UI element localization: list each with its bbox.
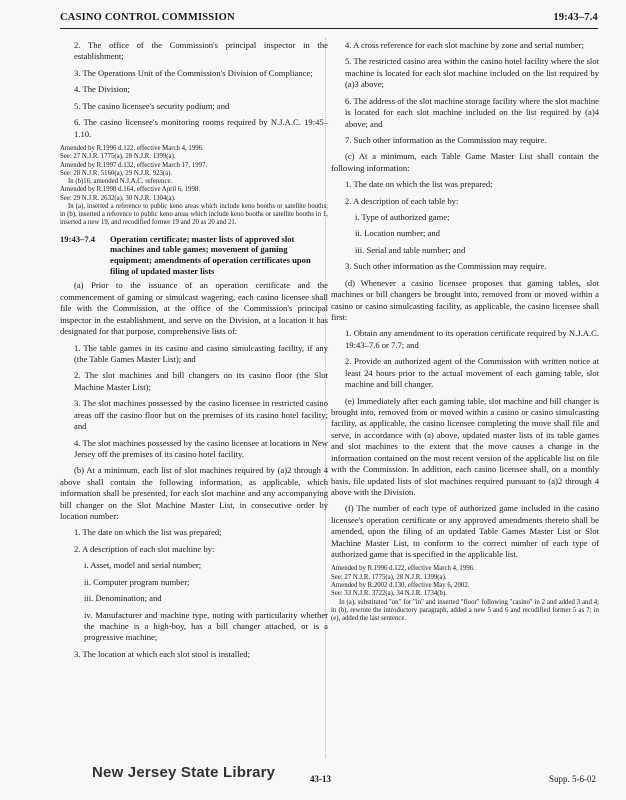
- list-item: 1. The date on which the list was prepared;: [74, 527, 222, 538]
- list-item: 5. The restricted casino area within the casino hotel facility where the slot machine is located for each slot machine included on the list required by (a)3 above;: [345, 56, 599, 90]
- list-item: 4. A cross reference for each slot machine by zone and serial number;: [345, 40, 584, 50]
- list-item: 3. Such other information as the Commission may require.: [345, 261, 547, 272]
- list-item: 3. The location at which each slot stool is installed;: [74, 648, 250, 659]
- list-item: 2. Provide an authorized agent of the Commission with written notice at least 24 hours prior to the actual movement of each gaming table, slot machine and bill changer.: [345, 356, 599, 390]
- note-line: Amended by R.2002 d.130, effective May 6, 2002.: [331, 582, 470, 590]
- history-notes: [60, 145, 328, 228]
- library-stamp: New Jersey State Library: [92, 764, 276, 781]
- note-line: In (a), substituted "on" for "in" and inserted "floor" following "casino" in 2 and added 3 and 4; in (b), rewrote the introductory paragraph, added a new 5 and 6 and recodified former 5 as 7; in (e), added the last sentence.: [331, 598, 599, 623]
- right-column: [331, 40, 599, 629]
- list-item: 6. The address of the slot machine storage facility where the slot machine is located for each slot machine included on the list required by (a)4 above; and: [345, 95, 599, 129]
- note-line: See: 29 N.J.R. 2632(a), 30 N.J.R. 1304(a).: [60, 194, 176, 202]
- note-line: See: 33 N.J.R. 3722(a), 34 N.J.R. 1734(b).: [331, 590, 447, 598]
- running-header: [60, 12, 598, 29]
- list-item: 2. A description of each slot machine by:: [74, 543, 215, 554]
- paragraph-b: (b) At a minimum, each list of slot machines required by (a)2 through 4 above shall contain the following information, as applicable, which information shall be presented, for each slot machine and any accompanying bill changer on the Slot Machine Master List, in consecutive order by location number:: [60, 465, 328, 522]
- list-item: 3. The Operations Unit of the Commission's Division of Compliance;: [74, 67, 313, 78]
- note-line: In (b)16, amended N.J.A.C. reference.: [68, 178, 173, 186]
- sub-item: ii. Computer program number;: [84, 576, 190, 587]
- list-item: 2. A description of each table by:: [345, 195, 459, 206]
- list-item: 7. Such other information as the Commission may require.: [345, 134, 547, 145]
- section-title: Operation certificate; master lists of approved slot machines and table games; movement of gaming equipment; amendments of operation certificates upon filing of updated master lists: [110, 233, 311, 276]
- sub-item: iii. Denomination; and: [84, 593, 162, 604]
- note-line: Amended by R.1998 d.164, effective April 6, 1998.: [60, 186, 200, 194]
- supplement-date: Supp. 5-6-02: [549, 774, 596, 784]
- history-notes: [331, 565, 599, 623]
- note-line: See: 27 N.J.R. 1775(a), 28 N.J.R. 1399(a).: [331, 573, 447, 581]
- sub-item: i. Asset, model and serial number;: [84, 560, 202, 571]
- header-section: 19:43–7.4: [553, 12, 598, 23]
- note-line: In (a), inserted a reference to public keno areas which include keno booths or satellite booths; in (b), inserted a reference to public keno areas which include keno booths or satellite booths in 1, inserted a new 19, and recodified former 19 and 20 as 20 and 21.: [60, 202, 328, 227]
- list-item: 4. The slot machines possessed by the casino licensee at locations in New Jersey off the premises of its casino hotel facility.: [74, 437, 328, 459]
- list-item: 6. The casino licensee's monitoring rooms required by N.J.A.C. 19:45–1.10.: [74, 117, 328, 139]
- page-number: 43-13: [310, 774, 331, 784]
- list-item: 2. The office of the Commission's principal inspector in the establishment;: [74, 40, 328, 62]
- header-title: CASINO CONTROL COMMISSION: [60, 12, 235, 23]
- left-column: [60, 40, 328, 665]
- list-item: 1. The table games in its casino and casino simulcasting facility, if any (the Table Games Master List); and: [74, 342, 328, 364]
- list-item: 4. The Division;: [74, 84, 130, 95]
- note-line: Amended by R.1996 d.122, effective March 4, 1996.: [60, 144, 204, 152]
- paragraph-a: (a) Prior to the issuance of an operation certificate and the commencement of gaming or simulcast wagering, each casino licensee shall file with the Commission, at the office of the Commission's principal inspector in the establishment, and serve on the Division, at a location it has designated for that purpose, comprehensive lists of:: [60, 280, 328, 337]
- note-line: Amended by R.1996 d.122, effective March 4, 1996.: [331, 565, 475, 573]
- paragraph-e: (e) Immediately after each gaming table, slot machine and bill changer is brought into, removed from or moved within a casino or casino simulcasting facility, as applicable, the casino licensee completing the move shall file and serve, in accordance with (a) above, updated master lists of its table games and slot machines to the extent that the move causes a change in the information contained on the most recent version of the applicable list on file with the Commission. In addition, each casino licensee shall, on a monthly basis, file updated lists of slot machines required pursuant to (a)2 through 4 above with the Division.: [331, 395, 599, 497]
- note-line: See: 27 N.J.R. 1775(a), 28 N.J.R. 1399(a).: [60, 153, 176, 161]
- paragraph-d: (d) Whenever a casino licensee proposes that gaming tables, slot machines or bill changers be brought into, removed from or moved within a casino or casino simulcasting facility, as applicable, the casino licensee shall first:: [331, 277, 599, 323]
- list-item: 3. The slot machines possessed by the casino licensee in restricted casino areas off the casino floor but on the premises of its casino hotel facility; and: [74, 398, 328, 432]
- list-item: 2. The slot machines and bill changers on its casino floor (the Slot Machine Master List);: [74, 370, 328, 392]
- section-heading: [60, 234, 328, 277]
- sub-item: iii. Serial and table number; and: [355, 244, 466, 255]
- section-number: 19:43–7.4: [60, 233, 96, 244]
- note-line: See: 28 N.J.R. 5160(a), 29 N.J.R. 923(a).: [60, 169, 173, 177]
- list-item: 1. The date on which the list was prepared;: [345, 179, 493, 190]
- sub-item: ii. Location number; and: [355, 228, 440, 239]
- note-line: Amended by R.1997 d.132, effective March 17, 1997.: [60, 161, 208, 169]
- paragraph-f: (f) The number of each type of authorized game included in the casino licensee's operation certificate or any approved amendments thereto shall be amended, upon the filing of an updated Table Games Master List or Slot Machine Master List, to conform to the correct number of each type of authorized game that is specified in the applicable list.: [331, 503, 599, 560]
- sub-item: iv. Manufacturer and machine type, noting with particularity whether the machine is a high-boy, has a bill changer attached, or is a progressive machine;: [84, 609, 328, 643]
- list-item: 1. Obtain any amendment to its operation certificate required by N.J.A.C. 19:43–7.6 or 7.7; and: [345, 328, 599, 350]
- paragraph-c: (c) At a minimum, each Table Game Master List shall contain the following information:: [331, 151, 599, 173]
- sub-item: i. Type of authorized game;: [355, 212, 450, 223]
- list-item: 5. The casino licensee's security podium; and: [74, 100, 230, 111]
